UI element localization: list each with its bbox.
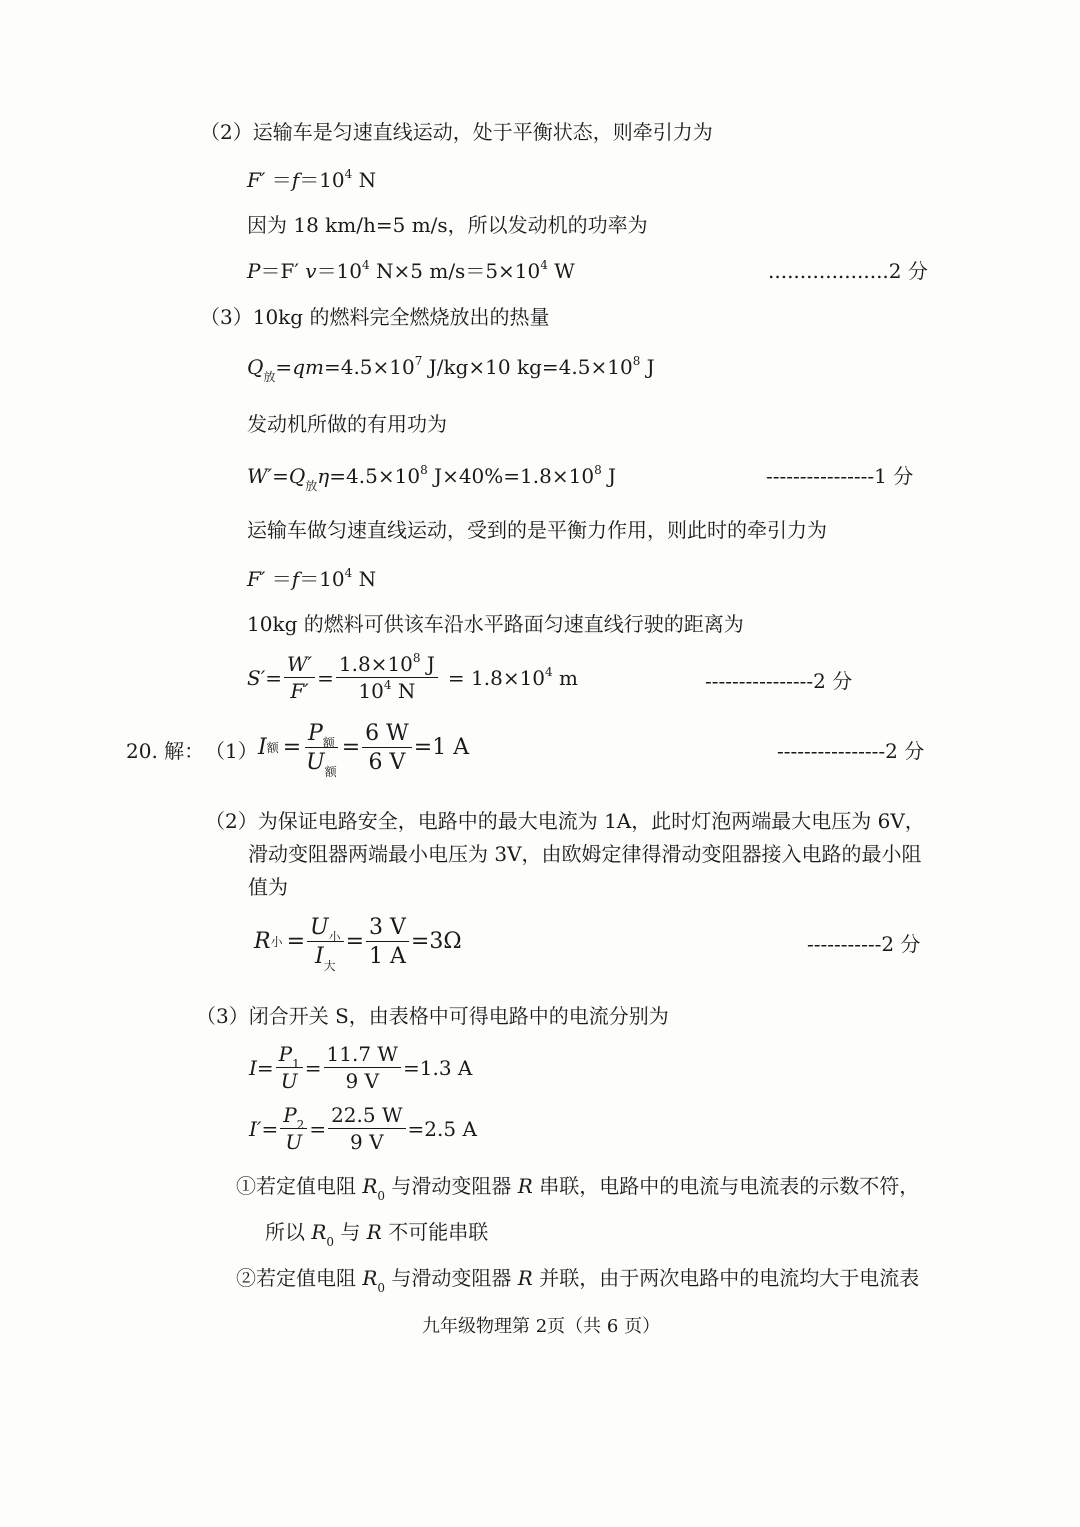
symbol-f: f [291, 168, 300, 192]
numerator: W′ [284, 654, 315, 678]
eq-sign: = [286, 929, 306, 955]
symbol-p: P [283, 1103, 297, 1127]
unit: N [391, 679, 416, 703]
numerator [280, 1103, 307, 1132]
unit: J [420, 652, 435, 676]
symbol-f-prime: F′ [247, 168, 266, 192]
eq-sign: = [309, 1117, 327, 1141]
exponent: 8 [594, 463, 602, 477]
q19-part3-balance: 运输车做匀速直线运动，受到的是平衡力作用，则此时的牵引力为 [247, 518, 827, 542]
q20-part2-eq: R 小 = $\frac{U_小}{I_大}$ = $\frac{3 V}{1 A}$ =3Ω [254, 915, 462, 974]
result [447, 665, 579, 690]
case1-l2-a: 所以 [265, 1220, 312, 1244]
exponent: 4 [344, 566, 353, 580]
work-d: J [601, 464, 617, 488]
q19-part2-power-eq [247, 258, 575, 283]
result: =3Ω [410, 929, 462, 955]
denominator [355, 678, 418, 702]
q20-part3-i1-eq [249, 1044, 472, 1092]
power-d: W [547, 259, 575, 283]
fraction-w-over-f [284, 654, 315, 702]
eq-sign: ＝ [265, 168, 292, 192]
q20-part2-line1: （2）为保证电路安全，电路中的最大电流为 1A，此时灯泡两端最大电压为 6V， [205, 809, 925, 833]
case1-c: 串联，电路中的电流与电流表的示数不符， [532, 1174, 920, 1198]
case1-a: ①若定值电阻 [236, 1174, 363, 1198]
power-c: N×5 m/s＝5×10 [369, 259, 541, 283]
symbol-p: P [247, 259, 261, 283]
q20-part2-score: -----------2 分 [807, 932, 921, 956]
symbol-v: v [305, 259, 317, 283]
symbol-i: I [258, 735, 267, 761]
fraction-values [328, 1105, 405, 1153]
fraction-values [362, 722, 412, 774]
symbol-p: P [308, 721, 323, 746]
symbol-r: R [311, 1220, 327, 1244]
eq-value: ＝10 [299, 168, 345, 192]
denominator [312, 942, 339, 974]
heat-b: =4.5×10 [323, 355, 415, 379]
q20-part3-title: （3）闭合开关 S，由表格中可得电路中的电流分别为 [196, 1004, 669, 1028]
denominator: F′ [290, 679, 309, 703]
subscript: 额 [324, 765, 337, 780]
fraction-values [366, 916, 409, 968]
case1-l2-b: 与 [334, 1220, 367, 1244]
numerator [305, 722, 338, 748]
symbol-u: U [306, 750, 325, 776]
case1-b: 与滑动变阻器 [385, 1174, 518, 1198]
subscript: 小 [328, 930, 341, 944]
subscript: 额 [322, 736, 335, 750]
result: =2.5 A [407, 1117, 477, 1141]
subscript: 2 [296, 1118, 305, 1132]
symbol-i: I= [249, 1056, 274, 1080]
case2-c: 并联，由于两次电路中的电流均大于电流表 [532, 1266, 920, 1290]
q20-case2-line1 [236, 1266, 920, 1295]
fraction-values [324, 1044, 401, 1092]
fraction-p2-over-u [280, 1105, 307, 1153]
q19-part3-score1: ----------------1 分 [766, 464, 914, 488]
symbol-qm: qm [292, 355, 324, 379]
q19-part2-because: 因为 18 km/h=5 m/s，所以发动机的功率为 [247, 213, 648, 237]
q20-case1-line1 [236, 1174, 920, 1203]
symbol-r: R [366, 1220, 382, 1244]
case2-a: ②若定值电阻 [236, 1266, 363, 1290]
work-a: = [272, 464, 289, 488]
symbol-f-prime: F′ [247, 567, 266, 591]
denominator-value: 10 [358, 679, 384, 703]
case1-l2-c: 不可能串联 [381, 1220, 489, 1244]
subscript: 放 [305, 479, 318, 493]
symbol-i: I [314, 944, 324, 970]
eq-sign: = [282, 735, 302, 761]
page-footer: 九年级物理第 2页（共 6 页） [422, 1316, 661, 1337]
q20-case1-line2 [265, 1220, 489, 1249]
eq-value: ＝10 [299, 567, 345, 591]
denominator: U [280, 1069, 298, 1093]
q20-part1-score: ----------------2 分 [777, 739, 925, 763]
denominator: U [285, 1130, 303, 1154]
subscript: 1 [292, 1057, 300, 1071]
numerator: 11.7 W [324, 1044, 401, 1068]
heat-d: J [640, 355, 655, 379]
result-value: = 1.8×10 [447, 666, 546, 690]
symbol-eta: η [317, 464, 330, 488]
unit: N [352, 168, 377, 192]
numerator-value: 1.8×10 [338, 652, 413, 676]
power-b: ＝10 [316, 259, 363, 283]
numerator [276, 1042, 303, 1071]
unit: m [552, 666, 579, 690]
symbol-u: U [310, 915, 329, 940]
numerator [307, 916, 344, 942]
denominator: 6 V [368, 750, 406, 776]
eq-sign: = [345, 929, 365, 955]
symbol-r: R [517, 1174, 533, 1198]
exponent: 4 [383, 678, 392, 692]
work-b: =4.5×10 [329, 464, 421, 488]
q19-part3-score2: ----------------2 分 [705, 669, 853, 693]
eq-sign: = [304, 1056, 322, 1080]
q19-part3-work-eq [247, 463, 617, 493]
numerator [336, 651, 438, 678]
exponent: 8 [632, 354, 641, 368]
denominator: 1 A [369, 944, 406, 970]
symbol-r: R [362, 1174, 378, 1198]
subscript: 0 [377, 1189, 386, 1203]
denominator: 9 V [350, 1130, 384, 1154]
eq-sign: = [341, 735, 361, 761]
symbol-r: R [362, 1266, 378, 1290]
symbol-f: f [291, 567, 300, 591]
exponent: 4 [362, 258, 370, 272]
q19-part2-force-eq [247, 167, 377, 192]
numerator: 3 V [366, 916, 409, 942]
symbol-w-prime: W′ [247, 464, 273, 488]
result: =1 A [413, 735, 470, 761]
q20-part2-line2: 滑动变阻器两端最小电压为 3V，由欧姆定律得滑动变阻器接入电路的最小阻 [248, 842, 922, 866]
heat-a: = [275, 355, 293, 379]
q20-label: 20. 解： [126, 739, 205, 763]
symbol-i-prime: I′= [249, 1117, 279, 1141]
symbol-s-prime: S′= [247, 666, 282, 690]
subscript: 放 [263, 370, 276, 384]
fraction-p1-over-u [276, 1044, 303, 1092]
q19-part3-distance-eq [247, 651, 579, 703]
subscript: 0 [326, 1235, 335, 1249]
exponent: 8 [420, 463, 428, 477]
q20-part1-eq: I 额 = $\frac{P_额}{U_额}$ = $\frac{6 W}{6 V}$ =1 A [258, 721, 470, 780]
numerator: 6 W [362, 722, 412, 748]
q19-part3-distance: 10kg 的燃料可供该车沿水平路面匀速直线行驶的距离为 [247, 612, 744, 636]
eq-sign: ＝ [265, 567, 292, 591]
symbol-p: P [278, 1042, 293, 1066]
fraction-values [336, 651, 438, 703]
exponent: 4 [344, 167, 353, 181]
symbol-r: R [517, 1266, 533, 1290]
subscript: 大 [323, 959, 336, 974]
case2-b: 与滑动变阻器 [385, 1266, 518, 1290]
fraction-u-over-i [307, 915, 344, 974]
q19-part2-score: ...................2 分 [768, 259, 928, 283]
unit: N [352, 567, 377, 591]
exponent: 7 [414, 354, 423, 368]
subscript: 0 [377, 1281, 386, 1295]
q19-part3-force-eq [247, 566, 377, 591]
q20-part3-i2-eq [249, 1105, 477, 1153]
symbol-r: R [254, 929, 271, 955]
q19-part3-heat-eq [247, 354, 655, 384]
numerator: 22.5 W [328, 1105, 405, 1129]
q19-part2-title: （2）运输车是匀速直线运动，处于平衡状态，则牵引力为 [200, 120, 713, 144]
exponent: 8 [412, 651, 421, 665]
heat-c: J/kg×10 kg=4.5×10 [422, 355, 633, 379]
fraction-p-over-u [303, 721, 340, 780]
denominator [303, 748, 340, 780]
symbol-q: Q [247, 355, 264, 379]
symbol-q: Q [288, 464, 306, 488]
result: =1.3 A [403, 1056, 473, 1080]
eq-sign: = [317, 666, 334, 690]
q20-part1-num: （1） [205, 739, 258, 763]
q19-part3-useful: 发动机所做的有用功为 [247, 412, 447, 436]
denominator: 9 V [345, 1069, 380, 1093]
work-c: J×40%=1.8×10 [427, 464, 595, 488]
q19-part3-title: （3）10kg 的燃料完全燃烧放出的热量 [200, 305, 550, 329]
power-a: ＝F′ [260, 259, 306, 283]
exponent: 4 [545, 665, 553, 679]
q20-part2-line3: 值为 [248, 875, 288, 899]
exponent: 4 [540, 258, 548, 272]
